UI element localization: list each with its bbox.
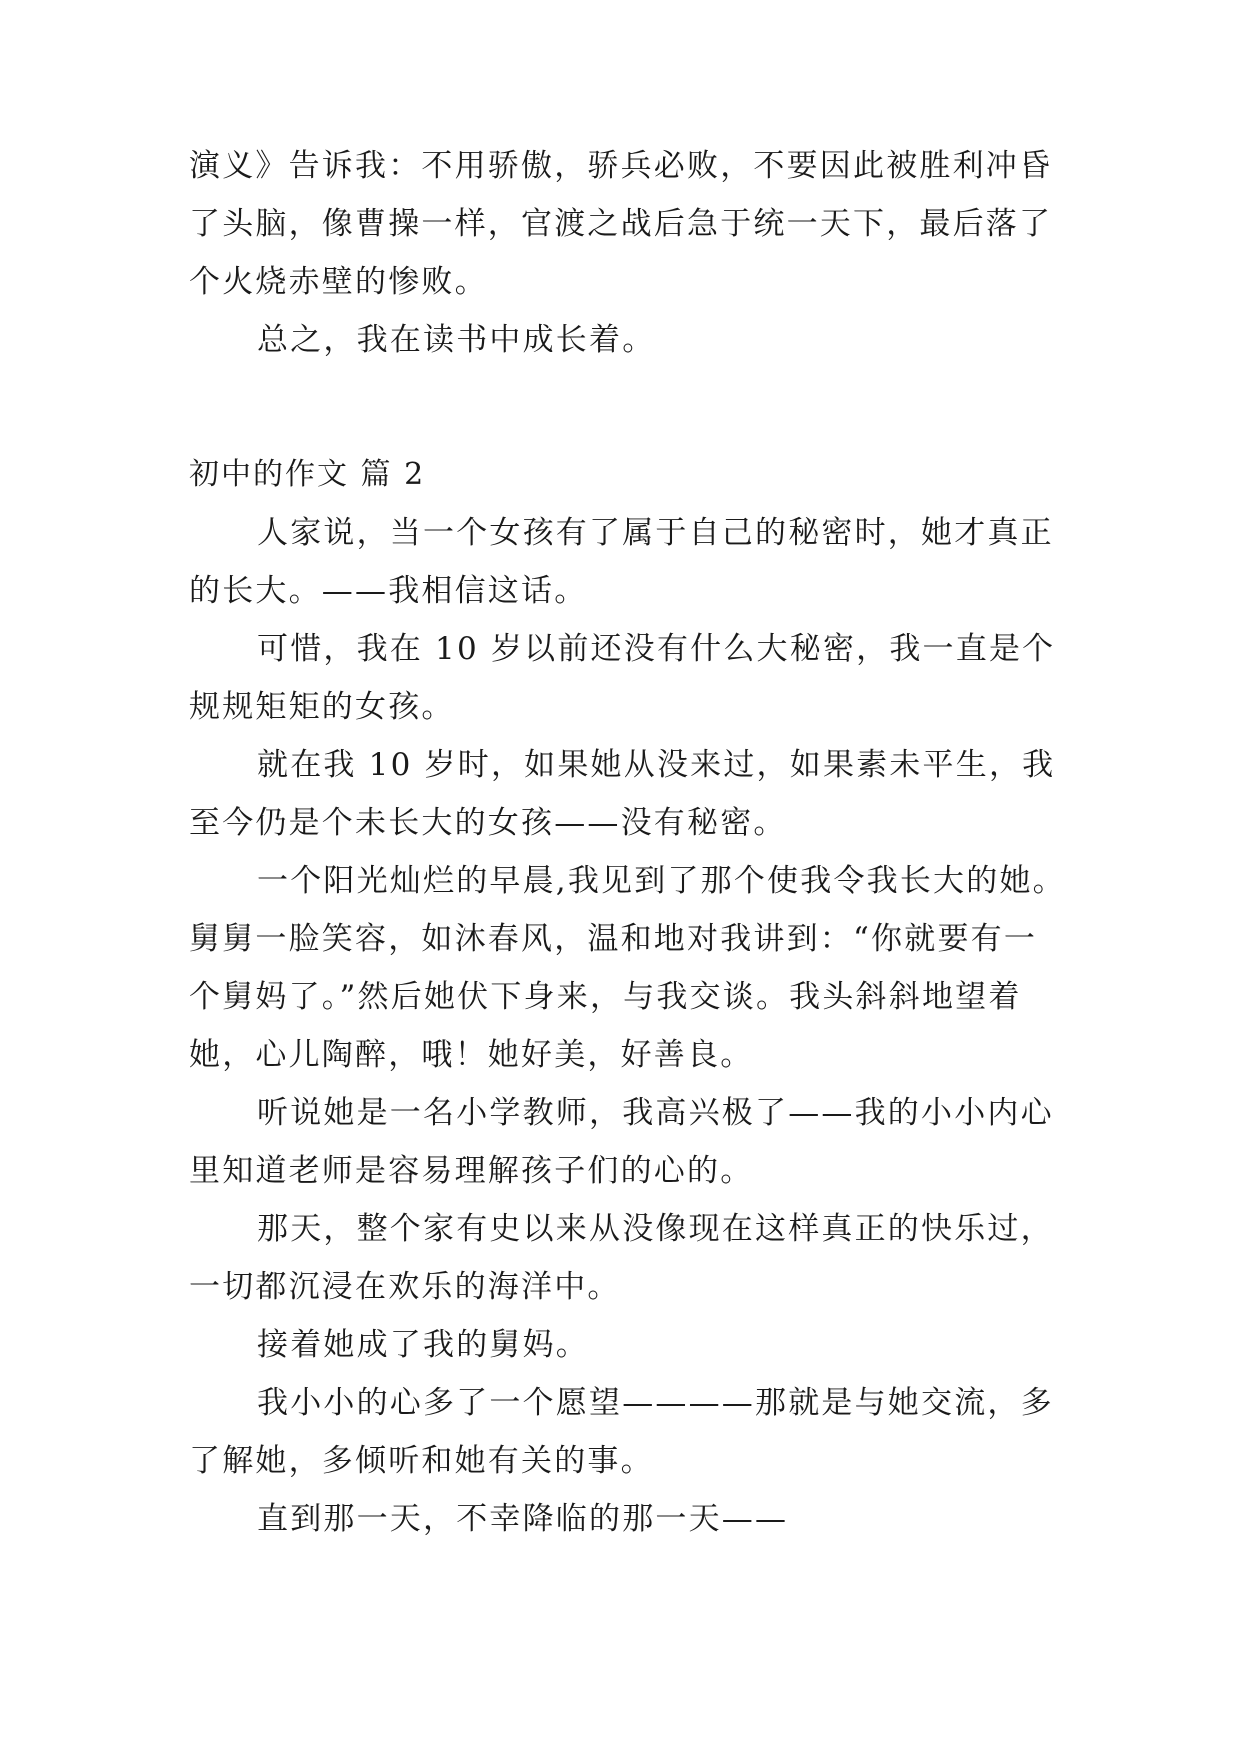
paragraph bbox=[189, 1490, 1059, 1548]
paragraph bbox=[189, 1200, 1059, 1316]
section-2-body bbox=[189, 504, 1066, 1548]
paragraph bbox=[189, 736, 1059, 852]
paragraph-line: 了头脑，像曹操一样，官渡之战后急于统一天下，最后落了 bbox=[189, 206, 1053, 242]
paragraph-line: 那天，整个家有史以来从没像现在这样真正的快乐过， bbox=[257, 1211, 1054, 1247]
paragraph-line: 就在我 10 岁时，如果她从没来过，如果素未平生，我 bbox=[257, 747, 1056, 783]
paragraph bbox=[189, 852, 1066, 1084]
conclusion-paragraph: 总之，我在读书中成长着。 bbox=[257, 322, 656, 358]
paragraph-line: 个舅妈了。”然后她伏下身来，与我交谈。我头斜斜地望着 bbox=[189, 979, 1022, 1015]
paragraph-line: 舅舅一脸笑容，如沐春风，温和地对我讲到：“你就要有一 bbox=[189, 921, 1038, 957]
paragraph-line: 至今仍是个未长大的女孩——没有秘密。 bbox=[189, 805, 787, 841]
section-1-body bbox=[189, 137, 1059, 369]
paragraph-line: 一切都沉浸在欢乐的海洋中。 bbox=[189, 1269, 621, 1305]
essay-heading: 初中的作文 篇 2 bbox=[189, 457, 426, 492]
paragraph-line: 演义》告诉我：不用骄傲，骄兵必败，不要因此被胜利冲昏 bbox=[189, 148, 1053, 184]
paragraph-line: 直到那一天，不幸降临的那一天—— bbox=[257, 1501, 789, 1537]
paragraph-line: 规规矩矩的女孩。 bbox=[189, 689, 455, 725]
paragraph-line: 了解她，多倾听和她有关的事。 bbox=[189, 1443, 654, 1479]
paragraph-line: 听说她是一名小学教师，我高兴极了——我的小小内心 bbox=[257, 1095, 1054, 1131]
paragraph bbox=[189, 1316, 1059, 1374]
paragraph bbox=[189, 504, 1059, 620]
paragraph bbox=[189, 1084, 1059, 1200]
paragraph-line: 可惜，我在 10 岁以前还没有什么大秘密，我一直是个 bbox=[257, 631, 1056, 667]
paragraph-line: 接着她成了我的舅妈。 bbox=[257, 1327, 589, 1363]
paragraph bbox=[189, 620, 1059, 736]
paragraph-line: 的长大。——我相信这话。 bbox=[189, 573, 588, 609]
paragraph-line: 人家说，当一个女孩有了属于自己的秘密时，她才真正 bbox=[257, 515, 1054, 551]
paragraph-line: 我小小的心多了一个愿望————那就是与她交流，多 bbox=[257, 1385, 1054, 1421]
paragraph-line: 她，心儿陶醉，哦！她好美，好善良。 bbox=[189, 1037, 754, 1073]
paragraph-line: 个火烧赤壁的惨败。 bbox=[189, 264, 488, 300]
section-2-heading-block bbox=[189, 446, 1059, 504]
paragraph-line: 里知道老师是容易理解孩子们的心的。 bbox=[189, 1153, 754, 1189]
paragraph bbox=[189, 1374, 1059, 1490]
paragraph-line: 一个阳光灿烂的早晨,我见到了那个使我令我长大的她。 bbox=[257, 863, 1066, 899]
